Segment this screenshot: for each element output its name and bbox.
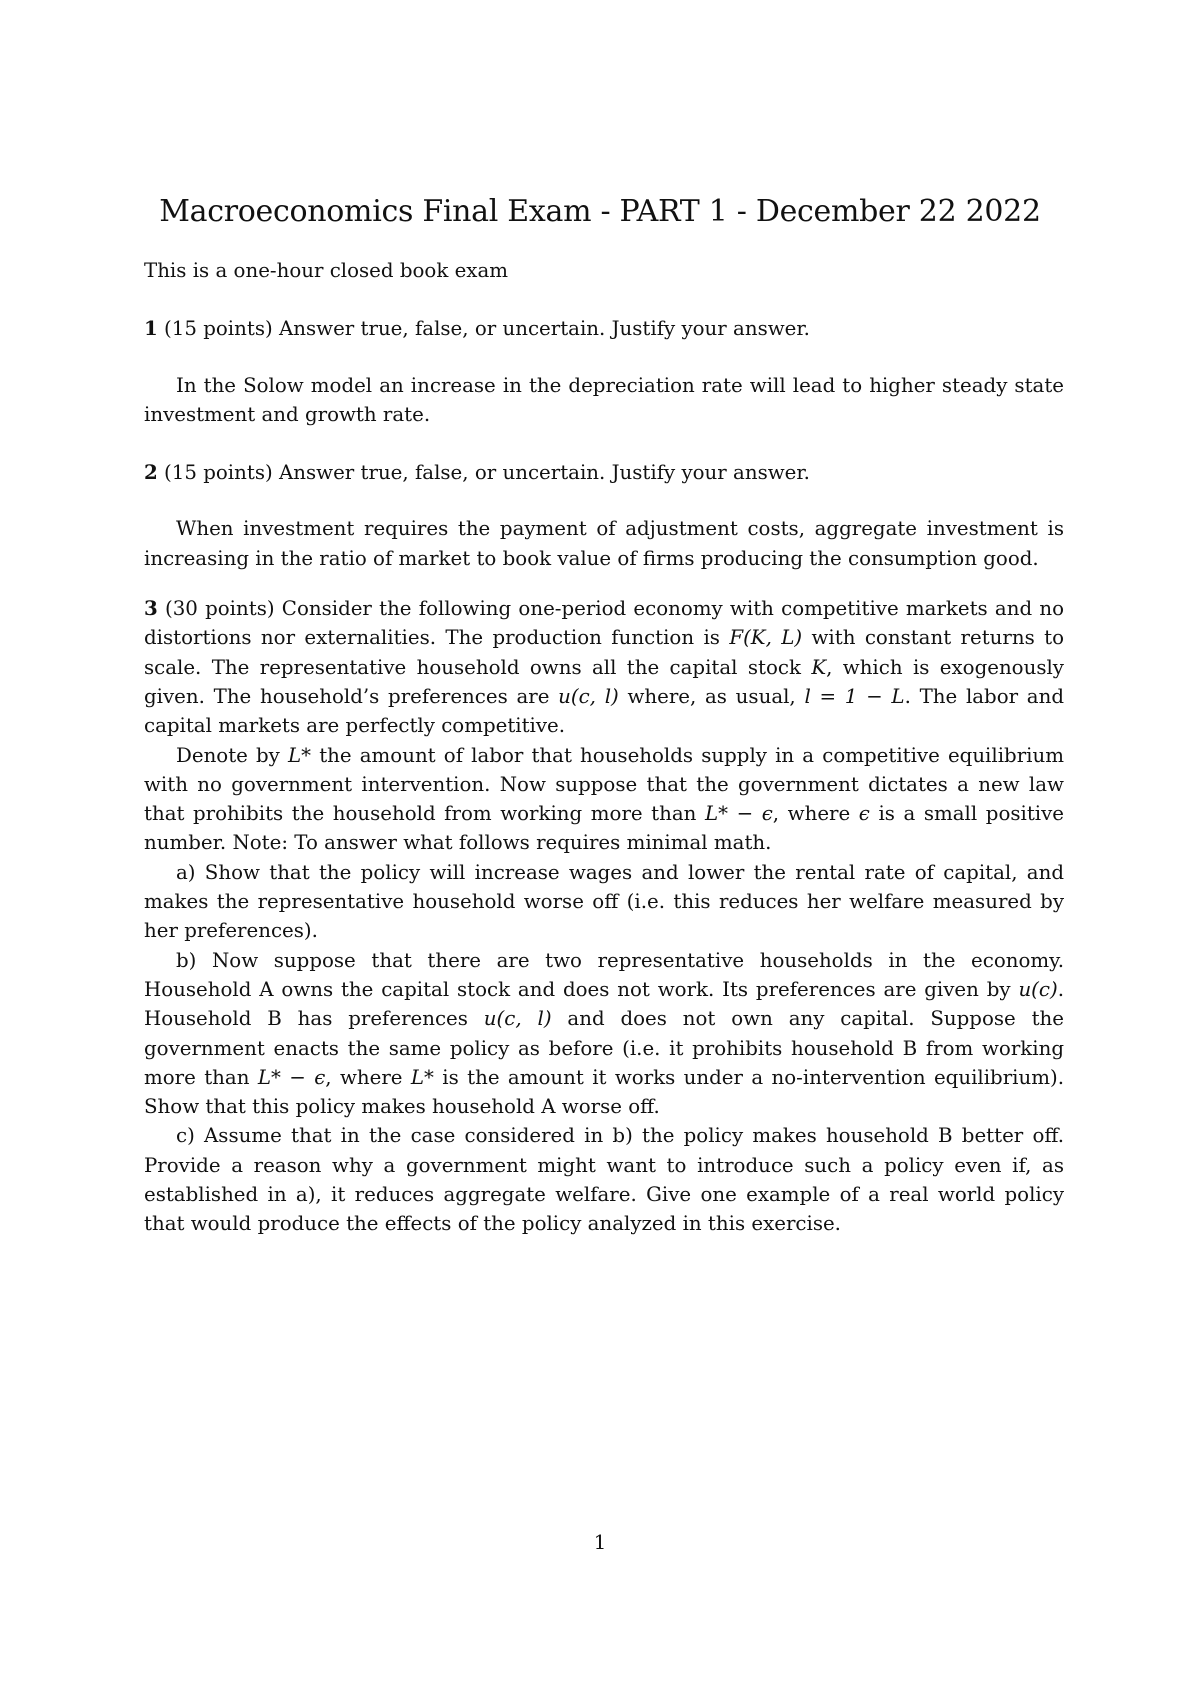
- question-2-statement: When investment requires the payment of adjustment costs, aggregate investment is increasing in the ratio of market to book value of firms producing the consumption good.: [144, 517, 1064, 570]
- q3-policy-text-1: Denote by: [176, 743, 289, 767]
- q3-setup-text-1: (30 points) Consider the following one-period economy with competitive markets and no distortions nor externalities. The production function is: [144, 597, 1064, 650]
- exam-intro: This is a one-hour closed book exam: [144, 259, 509, 282]
- labor-cap-math: L* − ϵ: [704, 802, 773, 826]
- question-2-header-text: (15 points) Answer true, false, or uncertain. Justify your answer.: [157, 461, 810, 485]
- question-1-header: [144, 314, 1064, 343]
- q3b-labor-cap-math: L* − ϵ: [257, 1065, 326, 1089]
- epsilon-math: ϵ: [858, 802, 870, 826]
- preferences-math: u(c, l): [558, 684, 619, 708]
- exam-body: [144, 256, 1064, 1239]
- exam-title: Macroeconomics Final Exam - PART 1 - December 22 2022: [159, 194, 1041, 229]
- question-3a: a) Show that the policy will increase wages and lower the rental rate of capital, and makes the representative household worse off (i.e. this reduces her welfare measured by her preferences).: [144, 860, 1064, 943]
- household-a-utility-math: u(c): [1018, 977, 1058, 1001]
- question-3c: c) Assume that in the case considered in b) the policy makes household B better off. Provide a reason why a government might want to introduce such a policy even if, as established in a), it reduces aggregate welfare. Give one example of a real world policy that would produce the effects of the policy analyzed in this exercise.: [144, 1124, 1064, 1236]
- q3-policy-text-2: the amount of labor that households supply in a competitive equilibrium with no government intervention. Now suppose that the government dictates a new law that prohibits the household from working more than: [144, 743, 1064, 826]
- q3-setup-text-3: , which is exogenously given. The household’s preferences are: [144, 655, 1064, 708]
- q3-setup-text-5: . The labor and capital markets are perfectly competitive.: [144, 684, 1065, 738]
- q3-policy-text-4: is a small positive number. Note: To answer what follows requires minimal math.: [144, 802, 1064, 855]
- question-2-number: 2: [144, 460, 158, 485]
- q3b-equilibrium-labor-math: L*: [410, 1065, 434, 1089]
- q3b-text-5: is the amount it works under a no-intervention equilibrium). Show that this policy makes household A worse off.: [144, 1065, 1064, 1119]
- question-3-setup: [144, 594, 1064, 740]
- question-3-policy: [144, 741, 1064, 858]
- page-number: 1: [593, 1530, 607, 1554]
- q3-setup-text-4: where, as usual,: [618, 684, 805, 708]
- equilibrium-labor-math: L*: [288, 743, 312, 767]
- question-1-header-text: (15 points) Answer true, false, or uncertain. Justify your answer.: [157, 317, 810, 341]
- production-function-math: F(K, L): [729, 626, 803, 650]
- leisure-math: l = 1 − L: [804, 684, 905, 708]
- q3b-text-1: b) Now suppose that there are two representative households in the economy. Household A owns the capital stock and does not work. Its preferences are given by: [144, 948, 1064, 1001]
- household-b-utility-math: u(c, l): [483, 1007, 552, 1031]
- capital-stock-math: K: [811, 655, 827, 679]
- question-1-number: 1: [144, 316, 158, 341]
- q3-policy-text-3: , where: [772, 802, 859, 826]
- question-2-header: [144, 458, 1064, 487]
- question-3-number: 3: [144, 596, 158, 621]
- q3-setup-text-2: with constant returns to scale. The representative household owns all the capital stock: [144, 626, 1065, 679]
- q3b-text-2: . Household B has preferences: [144, 977, 1064, 1031]
- q3b-text-3: and does not own any capital. Suppose the government enacts the same policy as before (i.e. it prohibits household B from working more than: [144, 1007, 1065, 1089]
- question-1-statement: In the Solow model an increase in the depreciation rate will lead to higher steady state investment and growth rate.: [144, 373, 1064, 426]
- question-3b: [144, 946, 1064, 1122]
- q3b-text-4: , where: [325, 1065, 411, 1089]
